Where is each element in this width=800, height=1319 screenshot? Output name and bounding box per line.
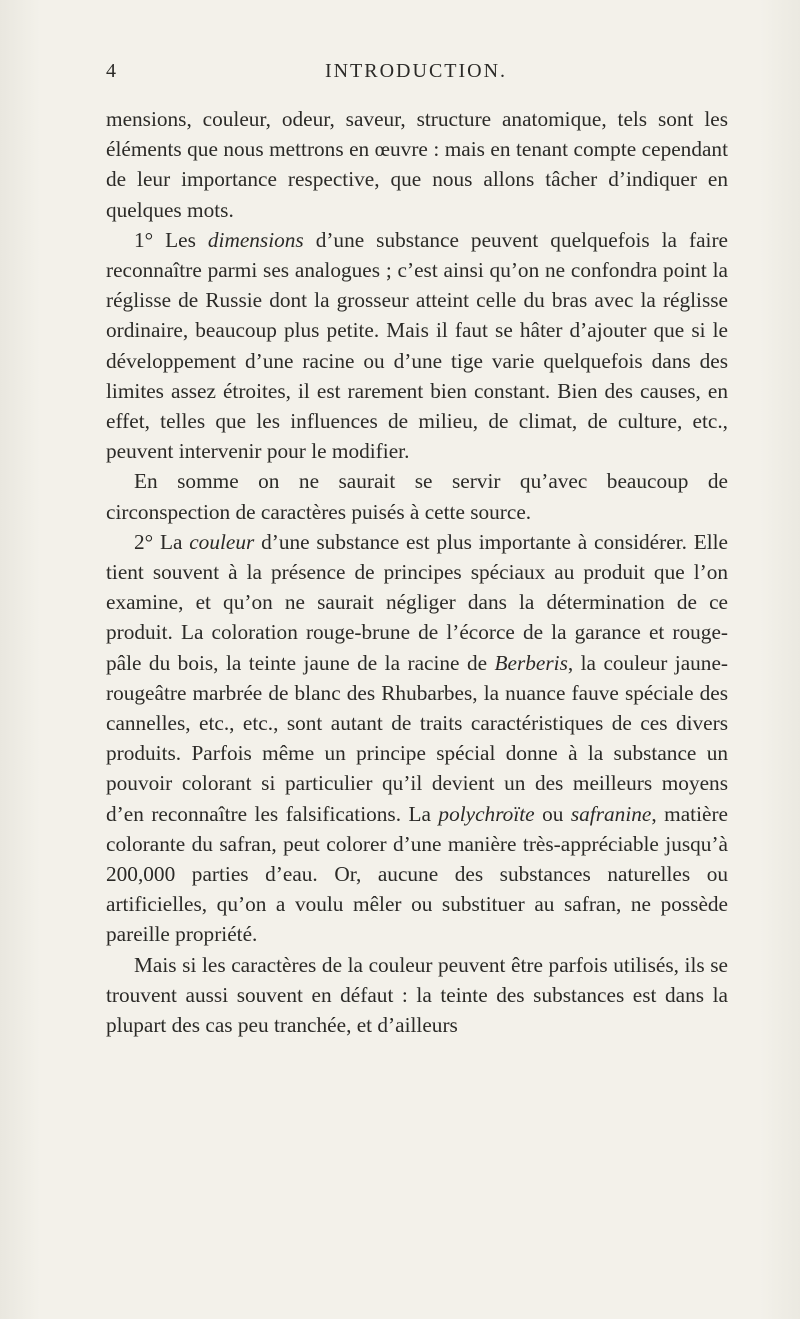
text-run: ou: [534, 801, 571, 826]
paragraph-dimensions: [106, 225, 728, 467]
text-run: En somme on ne saurait se servir qu’avec beaucoup de circonspection de caractères puisés à cette source.: [106, 469, 728, 524]
text-run: , la couleur jaune-rougeâtre marbrée de blanc des Rhubarbes, la nuance fauve spéciale des cannelles, etc., etc., sont autant de traits caractéristiques de ces divers produits. Parfois même un principe spécial donne à la substance un pouvoir colorant si particulier qu’il devient un des meilleurs moyens d’en reconnaître les falsifications. La: [106, 650, 728, 826]
running-head: [106, 60, 726, 90]
text-run: d’une substance est plus importante à considérer. Elle tient souvent à la présence de principes spéciaux au produit que l’on examine, et qu’on ne saurait négliger dans la détermination de ce produit. La coloration rouge-brune de l’écorce de la garance et rouge-pâle du bois, la teinte jaune de la racine de: [106, 529, 728, 675]
text-run: 2° La: [134, 529, 190, 554]
page-number: 4: [106, 60, 118, 82]
body-text: [106, 104, 728, 1040]
italic-term: polychroïte: [438, 801, 535, 826]
running-title: INTRODUCTION.: [324, 60, 508, 82]
italic-term: dimensions: [207, 227, 304, 252]
text-run: d’une substance peuvent quelquefois la faire reconnaître parmi ses analogues ; c’est ainsi qu’on ne confondra point la réglisse de Russie dont la grosseur atteint celle du bras avec la réglisse ordinaire, beaucoup plus petite. Mais il faut se hâter d’ajouter que si le développement d’une racine ou d’une tige varie quelquefois dans des limites assez étroites, il est rarement bien constant. Bien des causes, en effet, telles que les influences de milieu, de climat, de culture, etc., peuvent intervenir pour le modifier.: [106, 227, 728, 464]
italic-term: Berberis: [494, 650, 568, 675]
paragraph-conclusion: [106, 466, 728, 526]
text-run: , matière colorante du safran, peut colorer d’une manière très-appréciable jusqu’à 200,000 parties d’eau. Or, aucune des substances naturelles ou artificielles, qu’on a voulu mêler ou substituer au safran, ne possède pareille propriété.: [106, 801, 728, 947]
paragraph-continuation: [106, 104, 728, 225]
text-run: Mais si les caractères de la couleur peuvent être parfois utilisés, ils se trouvent aussi souvent en défaut : la teinte des substances est dans la plupart des cas peu tranchée, et d’ailleurs: [106, 952, 728, 1038]
text-run: mensions, couleur, odeur, saveur, structure anatomique, tels sont les éléments que nous mettrons en œuvre : mais en tenant compte cependant de leur importance respective, que nous allons tâcher d’indiquer en quelques mots.: [106, 107, 728, 222]
text-run: 1° Les: [134, 227, 208, 252]
paragraph-couleur: [106, 527, 728, 950]
paragraph-final: [106, 950, 728, 1041]
italic-term: safranine: [570, 801, 652, 826]
italic-term: couleur: [189, 529, 255, 554]
